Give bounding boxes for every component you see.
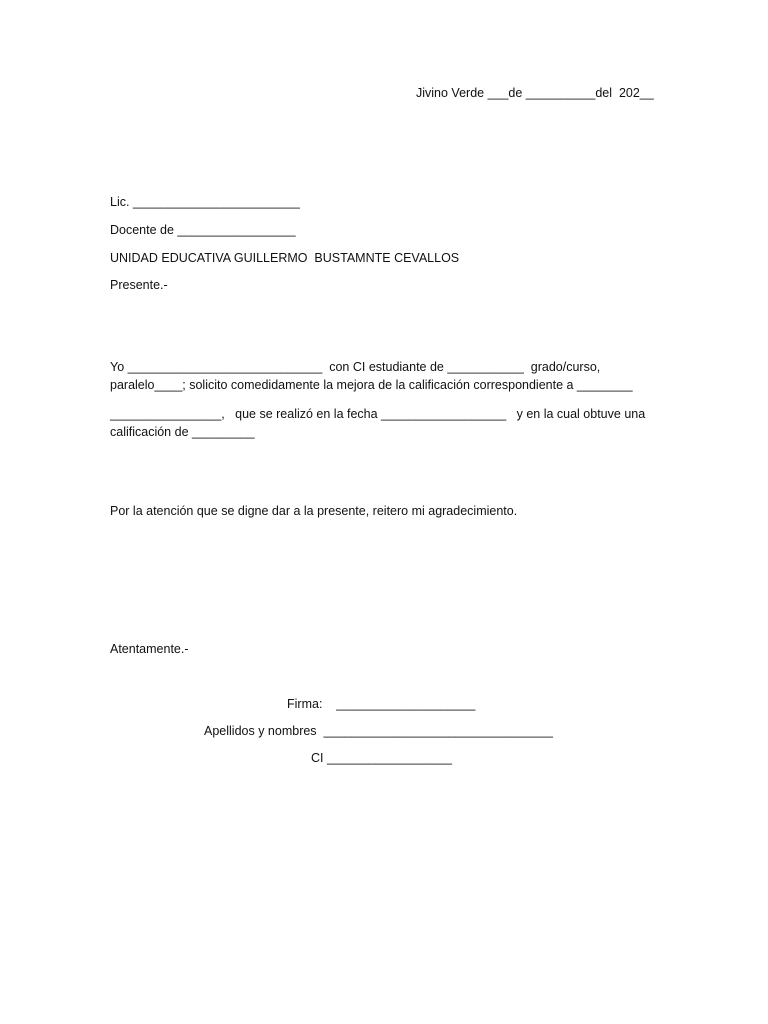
body-line-4: calificación de _________: [110, 425, 255, 439]
recipient-docente-line: Docente de _________________: [110, 223, 296, 237]
body-line-2: paralelo____; solicito comedidamente la mejora de la calificación correspondiente a ________: [110, 378, 633, 392]
presente-line: Presente.-: [110, 278, 168, 292]
full-name-line: Apellidos y nombres _________________________________: [204, 724, 553, 738]
body-line-1: Yo ____________________________ con CI estudiante de ___________ grado/curso,: [110, 360, 601, 374]
school-name: UNIDAD EDUCATIVA GUILLERMO BUSTAMNTE CEVALLOS: [110, 251, 460, 265]
ci-line: CI __________________: [311, 751, 453, 765]
signature-line: Firma: ____________________: [287, 697, 476, 711]
date-line: Jivino Verde ___de __________del 202__: [416, 86, 654, 100]
atentamente-line: Atentamente.-: [110, 642, 189, 656]
recipient-lic-line: Lic. ________________________: [110, 195, 300, 209]
closing-line: Por la atención que se digne dar a la presente, reitero mi agradecimiento.: [110, 504, 518, 518]
body-line-3: ________________, que se realizó en la fecha __________________ y en la cual obtuve una: [110, 407, 646, 421]
